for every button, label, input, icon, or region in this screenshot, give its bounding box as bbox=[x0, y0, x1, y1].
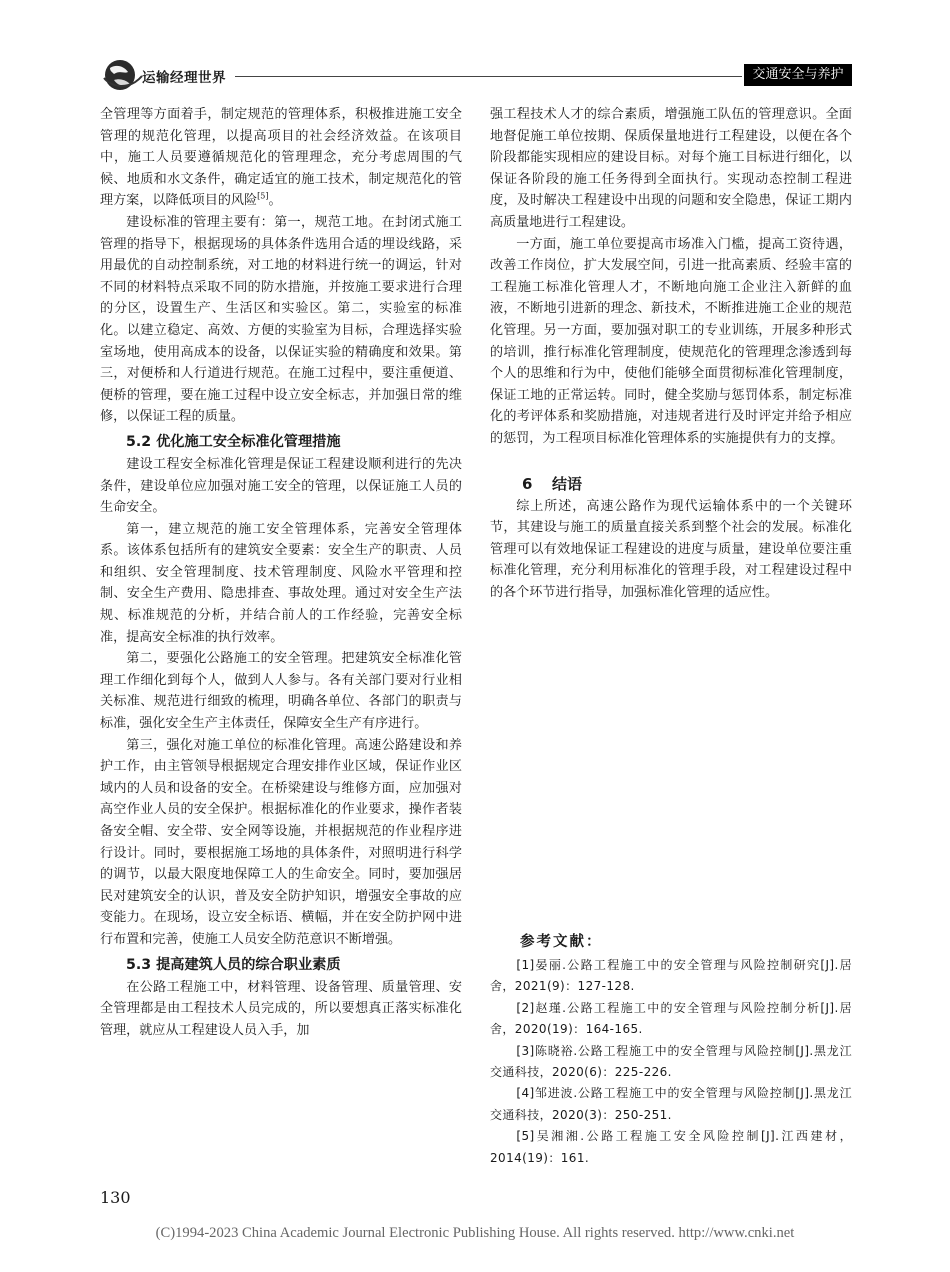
paragraph: 强工程技术人才的综合素质，增强施工队伍的管理意识。全面地督促施工单位按期、保质保量地进行工程建设，以便在各个阶段都能实现相应的建设目标。对每个施工目标进行细化，以保证各阶段的施工任务得到全面执行。实现动态控制工程进度，及时解决工程建设中出现的问题和安全隐患，保证工期内高质量地进行工程建设。 bbox=[490, 107, 852, 230]
references bbox=[490, 930, 852, 1169]
left-column bbox=[100, 104, 462, 1041]
page-number: 130 bbox=[100, 1188, 131, 1207]
paragraph: 第一，建立规范的施工安全管理体系，完善安全管理体系。该体系包括所有的建筑安全要素：安全生产的职责、人员和组织、安全管理制度、技术管理制度、风险水平管理和控制、安全生产费用、隐患排查、事故处理。通过对安全生产法规、标准规范的分析，并结合前人的工作经验，完善安全标准，提高安全标准的执行效率。 bbox=[100, 521, 462, 645]
reference-item: [4]邹进波.公路工程施工中的安全管理与风险控制[J].黑龙江交通科技，2020(3)：250-251. bbox=[490, 1086, 852, 1122]
section-tag: 交通安全与养护 bbox=[744, 64, 852, 86]
subsection-heading-5-3: 5.3 提高建筑人员的综合职业素质 bbox=[126, 956, 341, 973]
paragraph bbox=[100, 104, 462, 212]
paragraph: 综上所述，高速公路作为现代运输体系中的一个关键环节，其建设与施工的质量直接关系到整个社会的发展。标准化管理可以有效地保证工程建设的进度与质量，建设单位要注重标准化管理，充分利用标准化的管理手段，对工程建设过程中的各个环节进行指导，加强标准化管理的适应性。 bbox=[490, 498, 852, 600]
reference-item: [5]吴湘湘.公路工程施工安全风险控制[J].江西建材，2014(19)：161. bbox=[490, 1129, 852, 1165]
copyright-notice: (C)1994-2023 China Academic Journal Electronic Publishing House. All rights reserved. http://www.cnki.net bbox=[155, 1225, 795, 1241]
header-rule bbox=[235, 76, 742, 77]
paragraph: 第三，强化对施工单位的标准化管理。高速公路建设和养护工作，由主管领导根据规定合理安排作业区域，保证作业区域内的人员和设备的安全。在桥梁建设与维修方面，应加强对高空作业人员的安全保护。根据标准化的作业要求，操作者装备安全帽、安全带、安全网等设施，并根据规范的作业程序进行设计。同时，要根据施工场地的具体条件，对照明进行科学的调节，以最大限度地保障工人的生命安全。同时，要加强居民对建筑安全的认识，普及安全防护知识，增强安全事故的应变能力。在现场，设立安全标语、横幅，并在安全防护网中进行布置和完善，使施工人员安全防范意识不断增强。 bbox=[100, 737, 462, 947]
references-title: 参考文献： bbox=[520, 934, 603, 950]
paragraph: 一方面，施工单位要提高市场准入门槛，提高工资待遇，改善工作岗位，扩大发展空间，引进一批高素质、经验丰富的工程施工标准化管理人才，不断地向施工企业注入新鲜的血液，不断地引进新的理念、新技术，不断推进施工企业的规范化管理。另一方面，要加强对职工的专业训练，开展多种形式的培训，推行标准化管理制度，使规范化的管理理念渗透到每个人的思维和行为中，使他们能够全面贯彻标准化管理制度，保证工地的正常运转。同时，健全奖励与惩罚体系，制定标准化的考评体系和奖励措施，对违规者进行及时评定并给予相应的惩罚，为工程项目标准化管理体系的实施提供有力的支撑。 bbox=[490, 236, 852, 446]
paragraph-text: 全管理等方面着手，制定规范的管理体系，积极推进施工安全管理的规范化管理，以提高项目的社会经济效益。在该项目中，施工人员要遵循规范化的管理理念，充分考虑周围的气候、地质和水文条件，确定适宜的施工技术，制定规范化的管理方案，以降低项目的风险 bbox=[100, 107, 462, 209]
section-heading-6 bbox=[490, 472, 852, 496]
page-header bbox=[100, 60, 852, 90]
paragraph-end: 。 bbox=[268, 193, 282, 209]
section-number: 6 bbox=[522, 474, 533, 493]
subsection-heading-5-2: 5.2 优化施工安全标准化管理措施 bbox=[126, 433, 341, 450]
reference-item: [1]晏丽.公路工程施工中的安全管理与风险控制研究[J].居舍，2021(9)：127-128. bbox=[490, 958, 852, 994]
reference-item: [3]陈晓裕.公路工程施工中的安全管理与风险控制[J].黑龙江交通科技，2020(6)：225-226. bbox=[490, 1043, 852, 1080]
paragraph: 建设标准的管理主要有：第一，规范工地。在封闭式施工管理的指导下，根据现场的具体条件选用合适的埋设线路，采用最优的自动控制系统，对工地的材料进行统一的调运，针对不同的材料特点采取不同的防水措施，并按施工要求进行合理的分区，设置生产、生活区和实验区。第二，实验室的标准化。以建立稳定、高效、方便的实验室为目标，合理选择实验室场地，使用高成本的设备，以保证实验的精确度和效果。第三，对便桥和人行道进行规范。在施工过程中，要注重便道、便桥的管理，要在施工过程中设立安全标志，并加强日常的维修，以保证工程的质量。 bbox=[100, 214, 462, 425]
paragraph: 建设工程安全标准化管理是保证工程建设顺利进行的先决条件，建设单位应加强对施工安全的管理，以保证施工人员的生命安全。 bbox=[100, 456, 462, 516]
section-title: 结语 bbox=[552, 474, 583, 493]
right-column bbox=[490, 104, 852, 603]
reference-item: [2]赵瑾.公路工程施工中的安全管理与风险控制分析[J].居舍，2020(19)：164-165. bbox=[490, 1000, 852, 1037]
paragraph: 在公路工程施工中，材料管理、设备管理、质量管理、安全管理都是由工程技术人员完成的，所以要想真正落实标准化管理，就应从工程建设人员入手，加 bbox=[100, 979, 462, 1038]
journal-logo-globe-icon bbox=[100, 58, 144, 92]
citation-marker: [5] bbox=[257, 192, 269, 202]
paragraph: 第二，要强化公路施工的安全管理。把建筑安全标准化管理工作细化到每个人，做到人人参与。各有关部门要对行业相关标准、规范进行细致的梳理，明确各单位、各部门的职责与标准，强化安全生产主体责任，保障安全生产有序进行。 bbox=[100, 651, 462, 732]
journal-name: 运输经理世界 bbox=[142, 70, 226, 86]
